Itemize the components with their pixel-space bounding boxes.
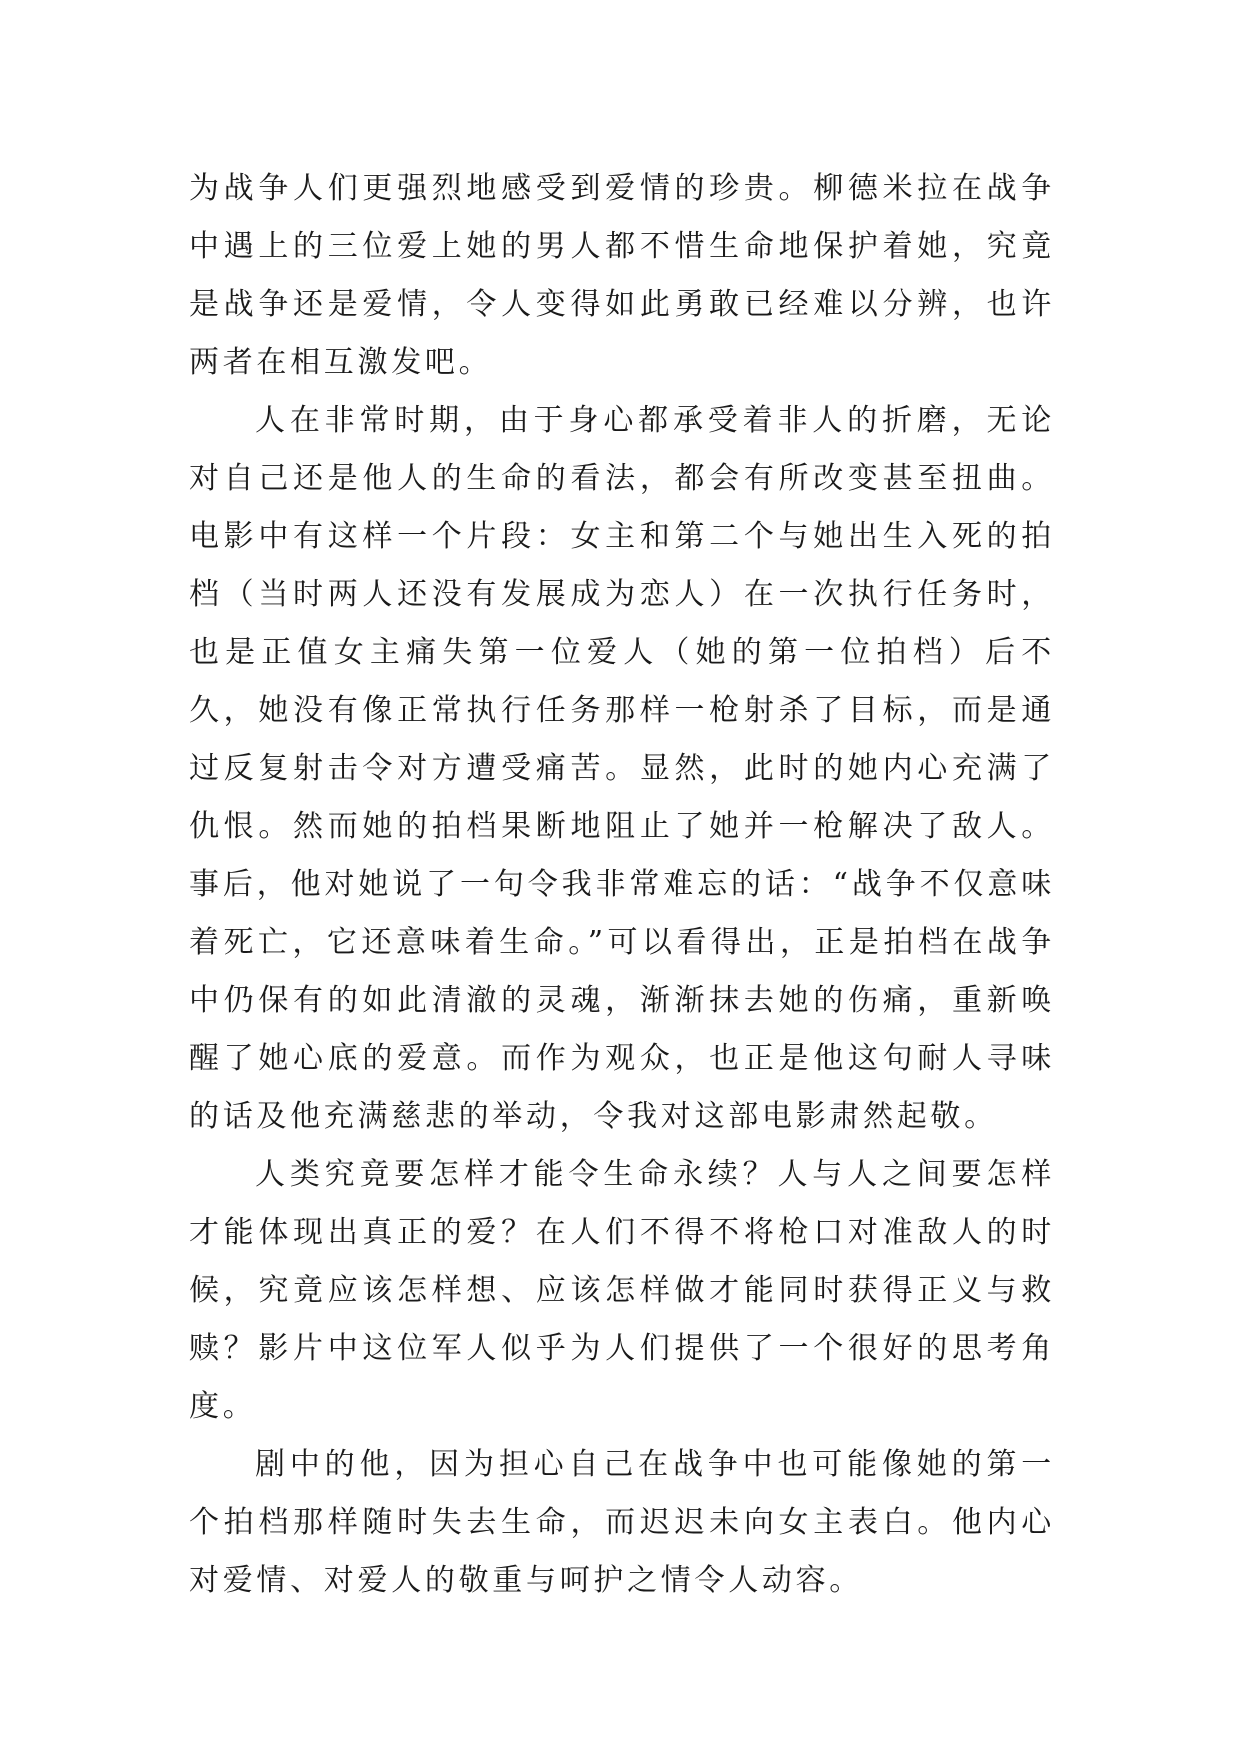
body-text: [189, 160, 1055, 1610]
paragraph-reflection: 人类究竟要怎样才能令生命永续？人与人之间要怎样才能体现出真正的爱？在人们不得不将枪口对准敌人的时候，究竟应该怎样想、应该怎样做才能同时获得正义与救赎？影片中这位军人似乎为人们提供了一个很好的思考角度。: [189, 1157, 1055, 1424]
paragraph-continued: 为战争人们更强烈地感受到爱情的珍贵。柳德米拉在战争中遇上的三位爱上她的男人都不惜生命地保护着她，究竟是战争还是爱情，令人变得如此勇敢已经难以分辨，也许两者在相互激发吧。: [189, 171, 1055, 380]
paragraph-character: 剧中的他，因为担心自己在战争中也可能像她的第一个拍档那样随时失去生命，而迟迟未向女主表白。他内心对爱情、对爱人的敬重与呵护之情令人动容。: [189, 1447, 1055, 1598]
paragraph-scene-description: 人在非常时期，由于身心都承受着非人的折磨，无论对自己还是他人的生命的看法，都会有所改变甚至扭曲。电影中有这样一个片段：女主和第二个与她出生入死的拍档（当时两人还没有发展成为恋人）在一次执行任务时，也是正值女主痛失第一位爱人（她的第一位拍档）后不久，她没有像正常执行任务那样一枪射杀了目标，而是通过反复射击令对方遭受痛苦。显然，此时的她内心充满了仇恨。然而她的拍档果断地阻止了她并一枪解决了敌人。事后，他对她说了一句令我非常难忘的话：“战争不仅意味着死亡，它还意味着生命。”可以看得出，正是拍档在战争中仍保有的如此清澈的灵魂，渐渐抹去她的伤痛，重新唤醒了她心底的爱意。而作为观众，也正是他这句耐人寻味的话及他充满慈悲的举动，令我对这部电影肃然起敬。: [189, 403, 1055, 1134]
